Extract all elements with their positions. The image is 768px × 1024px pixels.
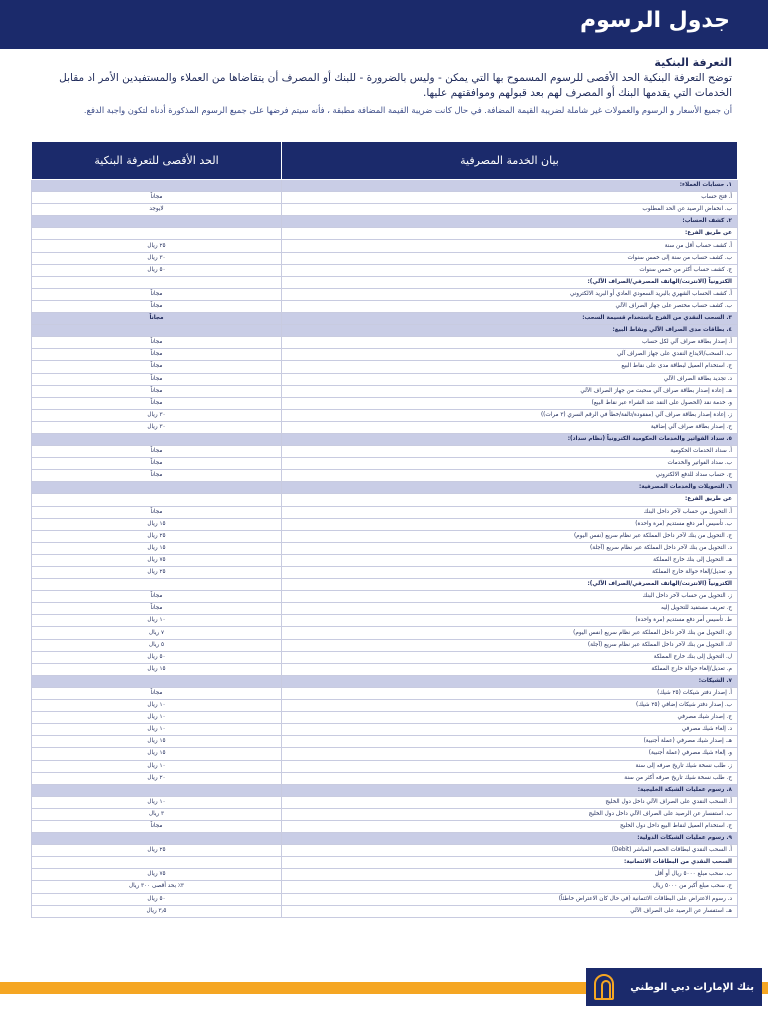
section-row (32, 180, 738, 192)
fee-cell: مجاناً (32, 820, 282, 832)
table-row (32, 337, 738, 349)
service-cell: ب. كشف حساب مختصر على جهاز الصراف الآلي (282, 300, 738, 312)
table-row (32, 712, 738, 724)
service-cell: هـ. إعادة إصدار بطاقة صراف آلي سحبت من جهاز الصراف الآلي (282, 385, 738, 397)
fee-cell: ٥٠ ريال (32, 651, 282, 663)
service-cell: عن طريق الفرع: (282, 494, 738, 506)
fee-cell: ٥٠ ريال (32, 264, 282, 276)
section-row (32, 313, 738, 325)
table-row (32, 748, 738, 760)
column-header-service: بيان الخدمة المصرفية (282, 142, 738, 180)
service-cell: ج. كشف حساب أكثر من خمس سنوات (282, 264, 738, 276)
fee-cell: ٢٠ ريال (32, 772, 282, 784)
section-row (32, 325, 738, 337)
fee-cell: ١٥ ريال (32, 736, 282, 748)
fee-cell: ٢٥ ريال (32, 240, 282, 252)
service-cell: د. التحويل من بنك لآخر داخل المملكة عبر نظام سريع (آجلة) (282, 542, 738, 554)
subsection-row (32, 494, 738, 506)
fee-cell: ٢٥ ريال (32, 845, 282, 857)
fee-cell: مجاناً (32, 446, 282, 458)
table-row (32, 542, 738, 554)
table-row (32, 288, 738, 300)
table-row (32, 458, 738, 470)
service-cell: د. تجديد بطاقة الصراف الآلي (282, 373, 738, 385)
section-row (32, 433, 738, 445)
service-cell: أ. كشف الحساب الشهري بالبريد السعودي العادي أو البريد الالكتروني (282, 288, 738, 300)
table-row (32, 506, 738, 518)
table-row (32, 530, 738, 542)
fee-cell (32, 579, 282, 591)
service-cell: ب. انخفاض الرصيد عن الحد المطلوب (282, 204, 738, 216)
fee-cell: مجاناً (32, 361, 282, 373)
table-row (32, 905, 738, 917)
service-cell: د. إلغاء شيك مصرفي (282, 724, 738, 736)
fee-cell: مجاناً (32, 591, 282, 603)
fees-table (31, 141, 738, 918)
table-row (32, 869, 738, 881)
fee-cell: مجاناً (32, 288, 282, 300)
fee-cell: ١٠ ريال (32, 796, 282, 808)
fee-cell: مجاناً (32, 313, 282, 325)
service-cell: ٦. التحويلات والخدمات المصرفية: (282, 482, 738, 494)
table-row (32, 192, 738, 204)
table-row (32, 349, 738, 361)
emirates-nbd-logo-icon (594, 974, 614, 1000)
service-cell: و. إلغاء شيك مصرفي (عملة أجنبية) (282, 748, 738, 760)
service-cell: ٨. رسوم عمليات الشبكة الخليجية: (282, 784, 738, 796)
table-row (32, 409, 738, 421)
fee-cell: مجاناً (32, 300, 282, 312)
table-row (32, 615, 738, 627)
service-cell: ج. إصدار شيك مصرفي (282, 712, 738, 724)
fee-cell (32, 833, 282, 845)
service-cell: ب. إصدار دفتر شيكات إضافي (٢٥ شيك) (282, 700, 738, 712)
service-cell: ٤. بطاقات مدى الصراف الآلي ونقاط البيع: (282, 325, 738, 337)
table-row (32, 820, 738, 832)
fee-cell: ٣٠ ريال (32, 252, 282, 264)
table-row (32, 627, 738, 639)
fee-cell: مجاناً (32, 192, 282, 204)
table-row (32, 264, 738, 276)
service-cell: ز. إعادة إصدار بطاقة صراف آلي (مفقودة/تالفة/خطأ في الرقم السري (٣ مرات)) (282, 409, 738, 421)
service-cell: ي. التحويل من بنك لآخر داخل المملكة عبر نظام سريع (نفس اليوم) (282, 627, 738, 639)
fee-cell (32, 180, 282, 192)
table-row (32, 893, 738, 905)
service-cell: ب. السحب/الايداع النقدي على جهاز الصراف آلي (282, 349, 738, 361)
fee-cell (32, 276, 282, 288)
service-cell: هـ. إصدار شيك مصرفي (عملة أجنبية) (282, 736, 738, 748)
service-cell: أ. السحب النقدي لبطاقات الخصم المباشر (Debit) (282, 845, 738, 857)
table-row (32, 361, 738, 373)
service-cell: ج. استخدام العميل لبطاقة مدى على نقاط البيع (282, 361, 738, 373)
service-cell: ج. التحويل من بنك لآخر داخل المملكة عبر نظام سريع (نفس اليوم) (282, 530, 738, 542)
service-cell: ١. حسابات العملاء: (282, 180, 738, 192)
service-cell: ج. حساب سداد للدفع الالكتروني (282, 470, 738, 482)
section-row (32, 784, 738, 796)
service-cell: السحب النقدي من البطاقات الائتمانية: (282, 857, 738, 869)
table-row (32, 300, 738, 312)
table-row (32, 760, 738, 772)
subsection-row (32, 228, 738, 240)
service-cell: أ. كشف حساب أقل من سنة (282, 240, 738, 252)
fee-cell (32, 784, 282, 796)
subsection-row (32, 276, 738, 288)
intro-lead: توضح التعرفة البنكية الحد الأقصى للرسوم المسموح بها التي يمكن - وليس بالضرورة - للبنك أو المصرف أن يتقاضاها من العملاء والمستفيدين الأمر اد مقابل الخدمات التي يقدمها البنك أو المصرف لهم بعد قبولهم وموافقتهم عليها. (59, 72, 732, 99)
service-cell: و. خدمة نقد (الحصول على النقد عند الشراء عبر نقاط البيع) (282, 397, 738, 409)
service-cell: ل. التحويل إلى بنك خارج المملكة (282, 651, 738, 663)
service-cell: عن طريق الفرع: (282, 228, 738, 240)
service-cell: ب. استفسار عن الرصيد على الصراف الآلي داخل دول الخليج (282, 808, 738, 820)
service-cell: ك. التحويل من بنك لآخر داخل المملكة عبر نظام سريع (آجلة) (282, 639, 738, 651)
table-row (32, 204, 738, 216)
fee-cell: ٣٠ ريال (32, 409, 282, 421)
fee-cell: ١٥ ريال (32, 542, 282, 554)
service-cell: أ. سداد الخدمات الحكومية (282, 446, 738, 458)
fee-cell (32, 325, 282, 337)
service-cell: الكترونياً (الانترنت/الهاتف المصرفي/الصراف الآلي): (282, 579, 738, 591)
fee-cell: مجاناً (32, 687, 282, 699)
fee-cell: مجاناً (32, 337, 282, 349)
table-row (32, 603, 738, 615)
section-row (32, 482, 738, 494)
service-cell: ٥. سداد الفواتير والخدمات الحكومية الكترونياً (نظام سداد): (282, 433, 738, 445)
fee-cell: ١٠ ريال (32, 615, 282, 627)
subsection-row (32, 579, 738, 591)
intro-heading: التعرفة البنكية (654, 56, 732, 69)
fee-cell: ٣٪ بحد أقصى ٣٠٠ ريال (32, 881, 282, 893)
fee-cell: ٢٥ ريال (32, 567, 282, 579)
fee-cell: ١٥ ريال (32, 518, 282, 530)
fee-cell (32, 228, 282, 240)
fee-cell: مجاناً (32, 385, 282, 397)
fee-cell: ٢٥ ريال (32, 530, 282, 542)
service-cell: أ. السحب النقدي على الصراف الآلي داخل دول الخليج (282, 796, 738, 808)
section-row (32, 833, 738, 845)
service-cell: هـ. استفسار عن الرصيد على الصراف الآلي (282, 905, 738, 917)
fees-table-header (32, 142, 738, 180)
fee-cell: مجاناً (32, 458, 282, 470)
service-cell: ٣. السحب النقدي من الفرع باستخدام قسيمة السحب: (282, 313, 738, 325)
fee-cell (32, 216, 282, 228)
service-cell: هـ. التحويل إلى بنك خارج المملكة (282, 554, 738, 566)
intro-note: أن جميع الأسعار و الرسوم والعمولات غير شاملة لضريبة القيمة المضافة. في حال كانت ضريبة القيمة المضافة مطبقة ، فأنه سيتم فرضها على جميع الرسوم المذكورة أدناه لتكون واجبة الدفع. (83, 105, 732, 115)
subsection-row (32, 857, 738, 869)
table-row (32, 567, 738, 579)
fee-cell: ٧٥ ريال (32, 869, 282, 881)
table-row (32, 881, 738, 893)
fee-cell: ١٠ ريال (32, 700, 282, 712)
fee-cell: ١٥ ريال (32, 663, 282, 675)
service-cell: أ. التحويل من حساب لآخر داخل البنك (282, 506, 738, 518)
table-row (32, 373, 738, 385)
service-cell: أ. فتح حساب (282, 192, 738, 204)
table-row (32, 700, 738, 712)
fee-cell: ٣ ريال (32, 808, 282, 820)
service-cell: ب. كشف حساب من سنة إلى خمس سنوات (282, 252, 738, 264)
table-row (32, 724, 738, 736)
fee-cell (32, 857, 282, 869)
service-cell: م. تعديل/إلغاء حوالة خارج المملكة (282, 663, 738, 675)
column-header-fee: الحد الأقصى للتعرفة البنكية (32, 142, 282, 180)
service-cell: أ. إصدار بطاقة صراف آلي لكل حساب (282, 337, 738, 349)
table-row (32, 651, 738, 663)
fee-cell: مجاناً (32, 603, 282, 615)
service-cell: ج. سحب مبلغ أكبر من ٥٠٠٠ ريال (282, 881, 738, 893)
table-row (32, 663, 738, 675)
fee-cell: مجاناً (32, 349, 282, 361)
intro-section (32, 56, 732, 116)
service-cell: ب. سحب مبلغ ٥٠٠٠ ريال أو أقل (282, 869, 738, 881)
bank-logo (586, 968, 762, 1006)
service-cell: ز. طلب نسخة شيك تاريخ صرفه إلى سنة (282, 760, 738, 772)
fee-cell: ١٠ ريال (32, 760, 282, 772)
table-row (32, 687, 738, 699)
table-row (32, 772, 738, 784)
table-row (32, 554, 738, 566)
service-cell: ٩. رسوم عمليات الشبكات الدولية: (282, 833, 738, 845)
service-cell: و. تعديل/إلغاء حوالة خارج المملكة (282, 567, 738, 579)
table-row (32, 591, 738, 603)
section-row (32, 216, 738, 228)
fee-cell: ١٠ ريال (32, 712, 282, 724)
table-row (32, 446, 738, 458)
table-row (32, 736, 738, 748)
service-cell: الكترونياً (الانترنت/الهاتف المصرفي/الصراف الآلي): (282, 276, 738, 288)
fee-cell (32, 675, 282, 687)
fee-cell: ٧٥ ريال (32, 554, 282, 566)
fee-cell (32, 494, 282, 506)
page-header (0, 0, 768, 49)
service-cell: ح. طلب نسخة شيك تاريخ صرفه أكثر من سنة (282, 772, 738, 784)
table-row (32, 518, 738, 530)
fee-cell (32, 482, 282, 494)
service-cell: د. رسوم الاعتراض على البطاقات الائتمانية (في حال كان الاعتراض خاطئاً) (282, 893, 738, 905)
service-cell: ب. تأسيس أمر دفع مستديم (مرة واحدة) (282, 518, 738, 530)
fee-cell: مجاناً (32, 470, 282, 482)
service-cell: ٢. كشف الحساب: (282, 216, 738, 228)
table-row (32, 252, 738, 264)
table-row (32, 421, 738, 433)
service-cell: ٧. الشيكات: (282, 675, 738, 687)
section-row (32, 675, 738, 687)
service-cell: ز. التحويل من حساب لآخر داخل البنك (282, 591, 738, 603)
fee-cell (32, 433, 282, 445)
fee-cell: ١٥ ريال (32, 748, 282, 760)
service-cell: ح. تعريف مستفيد للتحويل إليه (282, 603, 738, 615)
table-row (32, 796, 738, 808)
table-row (32, 385, 738, 397)
table-row (32, 240, 738, 252)
service-cell: أ. إصدار دفتر شيكات (٢٥ شيك) (282, 687, 738, 699)
table-row (32, 397, 738, 409)
table-row (32, 639, 738, 651)
table-row (32, 808, 738, 820)
fee-cell: لايوجد (32, 204, 282, 216)
page-title: جدول الرسوم (579, 8, 730, 33)
table-row (32, 470, 738, 482)
fee-cell: ٣٠ ريال (32, 421, 282, 433)
fee-cell: مجاناً (32, 373, 282, 385)
fee-cell: مجاناً (32, 397, 282, 409)
service-cell: ط. تأسيس أمر دفع مستديم (مرة واحدة) (282, 615, 738, 627)
fee-cell: ٥ ريال (32, 639, 282, 651)
fee-cell: ١٠ ريال (32, 724, 282, 736)
fee-cell: ٣٫٥ ريال (32, 905, 282, 917)
fee-cell: ٧ ريال (32, 627, 282, 639)
fee-cell: مجاناً (32, 506, 282, 518)
bank-name: بنك الإمارات دبي الوطني (630, 981, 754, 993)
service-cell: ج. استخدام العميل لنقاط البيع داخل دول الخليج (282, 820, 738, 832)
fee-cell: ٥٠ ريال (32, 893, 282, 905)
table-row (32, 845, 738, 857)
service-cell: ب. سداد الفواتير والخدمات (282, 458, 738, 470)
service-cell: ح. إصدار بطاقة صراف آلي إضافية (282, 421, 738, 433)
